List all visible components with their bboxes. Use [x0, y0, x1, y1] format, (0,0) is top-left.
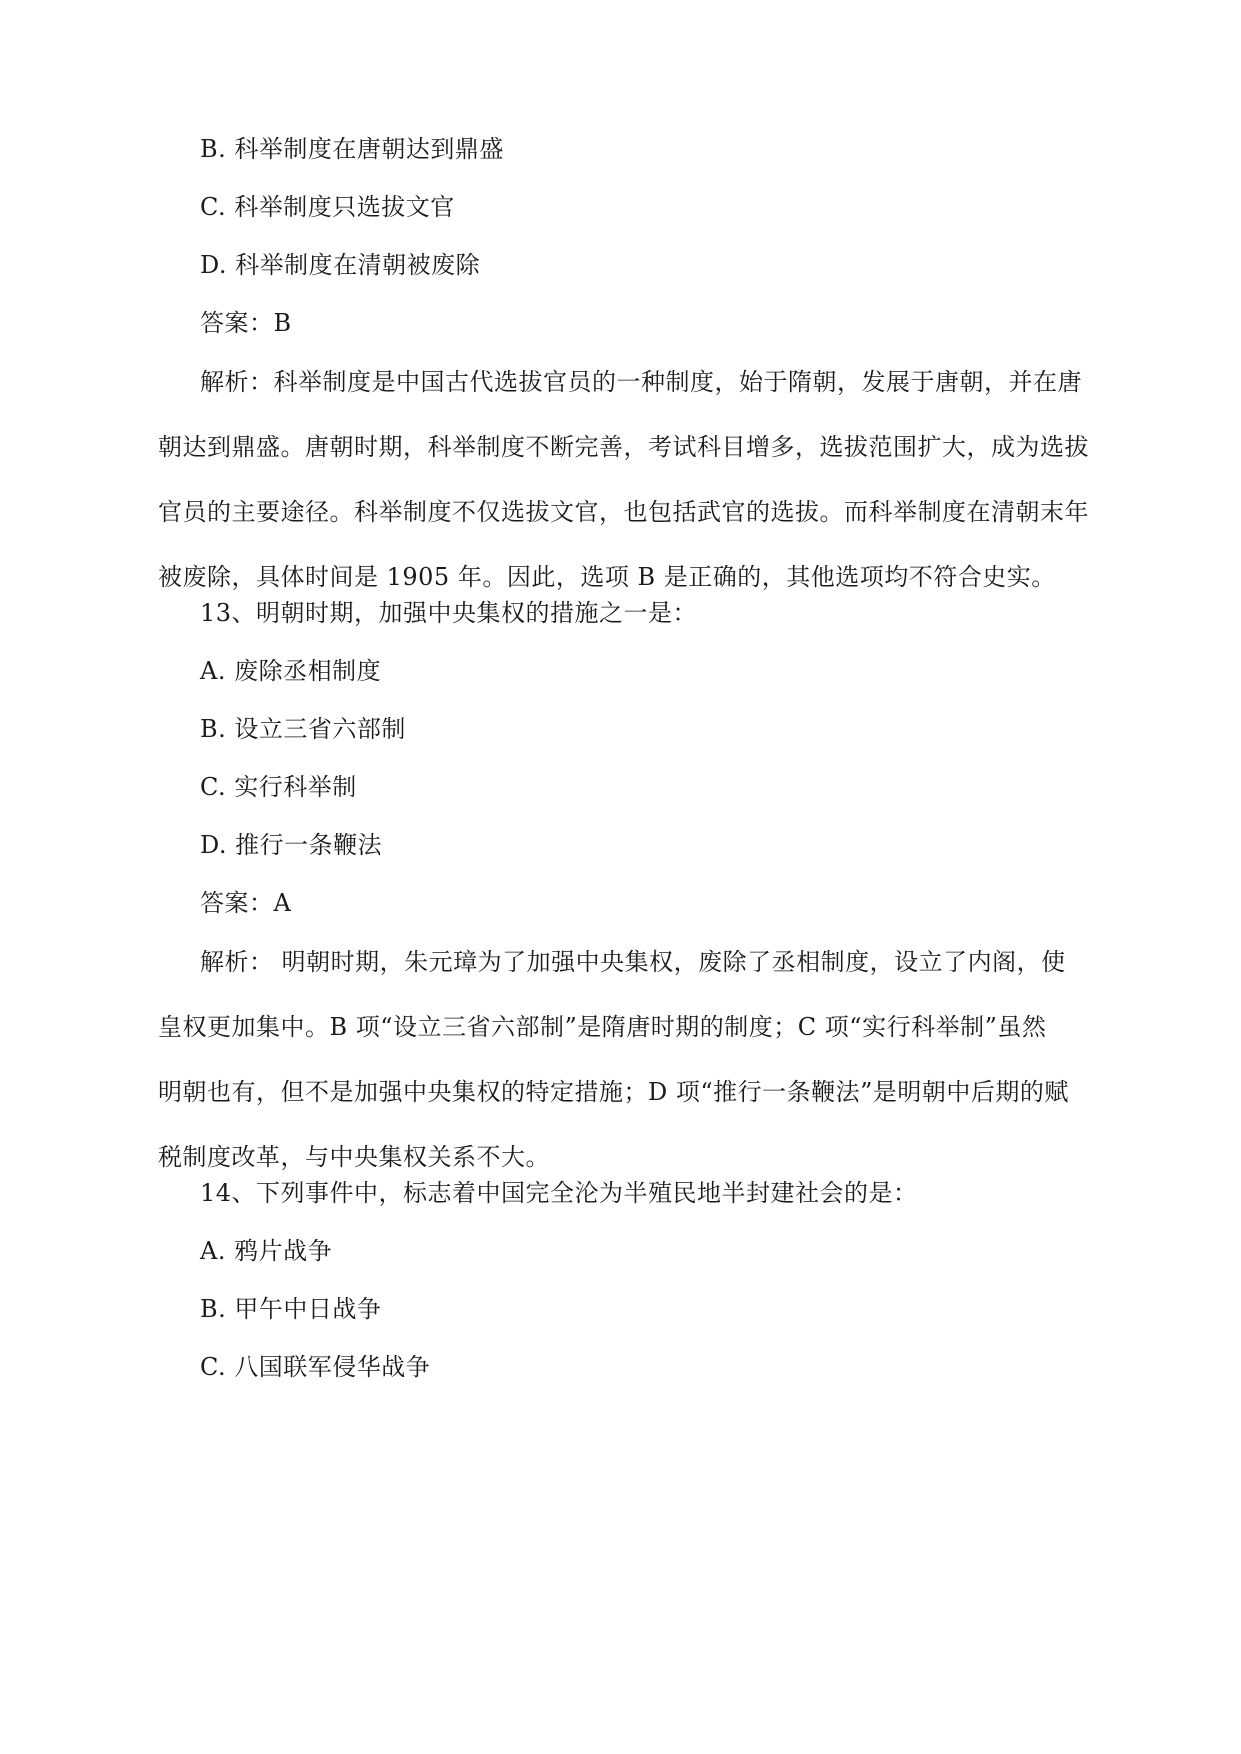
- q14-question: 14、下列事件中，标志着中国完全沦为半殖民地半封建社会的是：: [200, 1179, 918, 1207]
- q13-answer: 答案：A: [200, 889, 292, 917]
- q13-analysis-line: 税制度改革，与中央集权关系不大。: [158, 1143, 550, 1171]
- q12-analysis-line: 解析：科举制度是中国古代选拔官员的一种制度，始于隋朝，发展于唐朝，并在唐: [200, 368, 1082, 396]
- q13-analysis-line: 解析： 明朝时期，朱元璋为了加强中央集权，废除了丞相制度，设立了内阁，使: [200, 948, 1066, 976]
- q12-answer: 答案：B: [200, 309, 292, 337]
- q14-option-b: B. 甲午中日战争: [200, 1295, 382, 1323]
- q14-option-a: A. 鸦片战争: [200, 1237, 333, 1265]
- q13-option-b: B. 设立三省六部制: [200, 715, 406, 743]
- q13-option-a: A. 废除丞相制度: [200, 657, 382, 685]
- q13-analysis-line: 皇权更加集中。B 项“设立三省六部制”是隋唐时期的制度；C 项“实行科举制”虽然: [158, 1013, 1047, 1041]
- q13-option-c: C. 实行科举制: [200, 773, 357, 801]
- q12-analysis-line: 官员的主要途径。科举制度不仅选拔文官，也包括武官的选拔。而科举制度在清朝末年: [158, 498, 1089, 526]
- q12-analysis-line: 被废除，具体时间是 1905 年。因此，选项 B 是正确的，其他选项均不符合史实。: [158, 563, 1056, 591]
- q13-question: 13、明朝时期，加强中央集权的措施之一是：: [200, 599, 698, 627]
- q13-option-d: D. 推行一条鞭法: [200, 831, 383, 859]
- q12-analysis-line: 朝达到鼎盛。唐朝时期，科举制度不断完善，考试科目增多，选拔范围扩大，成为选拔: [158, 433, 1089, 461]
- q13-analysis-line: 明朝也有，但不是加强中央集权的特定措施；D 项“推行一条鞭法”是明朝中后期的赋: [158, 1078, 1069, 1106]
- q14-option-c: C. 八国联军侵华战争: [200, 1353, 431, 1381]
- q12-option-d: D. 科举制度在清朝被废除: [200, 251, 481, 279]
- q13-analysis: [158, 930, 1100, 1190]
- q12-option-b: B. 科举制度在唐朝达到鼎盛: [200, 135, 504, 163]
- q12-option-c: C. 科举制度只选拔文官: [200, 193, 455, 221]
- q12-analysis: [158, 350, 1100, 610]
